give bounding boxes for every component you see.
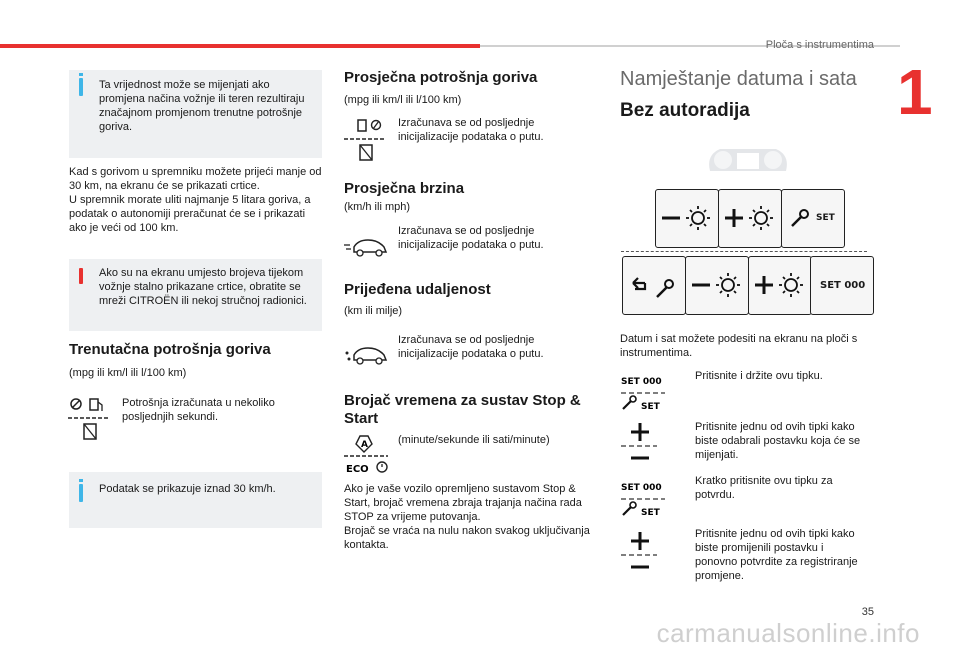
icon-description: Izračunava se od posljednje inicijalizacije podataka o putu.: [398, 225, 544, 251]
step-text: Pritisnite jednu od ovih tipki kako biste odabrali postavku koja će se mijenjati.: [695, 421, 861, 461]
subtitle: Bez autoradija: [620, 100, 750, 121]
page-title: Namještanje datuma i sata: [620, 68, 857, 90]
svg-text:SET 000: SET 000: [621, 483, 662, 493]
svg-text:A: A: [361, 440, 368, 450]
set-000-label: SET 000: [820, 280, 866, 291]
step-text: Kratko pritisnite ovu tipku za potvrdu.: [695, 475, 833, 501]
step-text: Pritisnite jednu od ovih tipki kako biste promijenili postavku i ponovno potvrdite za registriranje promjene.: [695, 528, 858, 582]
section-heading: Brojač vremena za sustav Stop & Start: [344, 392, 581, 427]
units-text: (km ili milje): [344, 305, 403, 317]
wrench-icon: [788, 206, 812, 230]
icon-description: Potrošnja izračunata u nekoliko posljednjih sekundi.: [122, 397, 275, 423]
brightness-down-button[interactable]: [685, 256, 749, 315]
icon-description: Izračunava se od posljednje inicijalizacije podataka o putu.: [398, 334, 544, 360]
info-icon: [79, 484, 83, 502]
set-wrench-icon: [621, 479, 665, 519]
info-note-text: Ta vrijednost može se mijenjati ako promjena načina vožnje ili teren rezultiraju značajnom promjenom trenutne potrošnje goriva.: [99, 79, 305, 133]
warning-note-text: Ako su na ekranu umjesto brojeva tijekom vožnje stalno prikazane crtice, obratite se mreži CITROËN ili nekoj stručnoj radionici.: [99, 267, 307, 307]
info-note-text: Podatak se prikazuje iznad 30 km/h.: [99, 483, 276, 495]
paragraph: Ako je vaše vozilo opremljeno sustavom Stop & Start, brojač vremena zbraja trajanja načina rada STOP za vrijeme putovanja. Brojač se vraća na nulu nakon svakog uključivanja kontakta.: [344, 483, 590, 551]
wrench-set-button[interactable]: [781, 189, 845, 248]
watermark: carmanualsonline.info: [656, 618, 920, 648]
units-text: (mpg ili km/l ili l/100 km): [344, 94, 462, 106]
speed-car-icon: [344, 236, 390, 258]
average-consumption-icon: [344, 118, 384, 164]
info-note: [69, 70, 322, 158]
distance-car-icon: [344, 344, 390, 366]
svg-text:SET 000: SET 000: [621, 377, 662, 387]
warning-icon: [79, 268, 83, 284]
info-icon: [79, 78, 83, 96]
section-heading: Prijeđena udaljenost: [344, 281, 491, 298]
step-text: Pritisnite i držite ovu tipku.: [695, 370, 823, 382]
svg-text:SET: SET: [641, 402, 660, 412]
running-title: Ploča s instrumentima: [765, 39, 874, 51]
plus-minus-icon: [621, 423, 657, 463]
warning-note: [69, 259, 322, 331]
set-000-button[interactable]: [810, 256, 874, 315]
plus-minus-icon: [621, 532, 657, 572]
brightness-up-button[interactable]: [748, 256, 812, 315]
icon-description: (minute/sekunde ili sati/minute): [398, 434, 550, 446]
instrument-panel-icon: [706, 141, 790, 175]
set-label: SET: [816, 213, 835, 223]
units-text: (mpg ili km/l ili l/100 km): [69, 367, 187, 379]
intro-text: Datum i sat možete podesiti na ekranu na ploči s instrumentima.: [620, 333, 858, 359]
dashed-divider: [621, 251, 867, 252]
instant-consumption-icon: [68, 397, 108, 443]
info-note: [69, 472, 322, 528]
page-number: 35: [861, 606, 874, 618]
brightness-up-button[interactable]: [718, 189, 782, 248]
set-wrench-icon: [621, 373, 665, 413]
section-heading: Prosječna brzina: [344, 180, 465, 197]
chapter-number: 1: [897, 56, 933, 128]
paragraph: Kad s gorivom u spremniku možete prijeći manje od 30 km, na ekranu će se prikazati crtice. U spremnik morate uliti najmanje 5 litara goriva, a podatak o autonomiji preračunat će se i prikazati ako je veći od 100 km.: [69, 166, 322, 234]
header-red-bar: [0, 44, 480, 48]
svg-text:SET: SET: [641, 508, 660, 518]
back-wrench-button[interactable]: [622, 256, 686, 315]
units-text: (km/h ili mph): [344, 201, 411, 213]
section-heading: Prosječna potrošnja goriva: [344, 69, 538, 86]
icon-description: Izračunava se od posljednje inicijalizacije podataka o putu.: [398, 117, 544, 143]
stop-start-timer-icon: [344, 432, 390, 476]
svg-text:ECO: ECO: [346, 464, 369, 475]
section-heading: Trenutačna potrošnja goriva: [69, 341, 271, 358]
brightness-down-button[interactable]: [655, 189, 719, 248]
